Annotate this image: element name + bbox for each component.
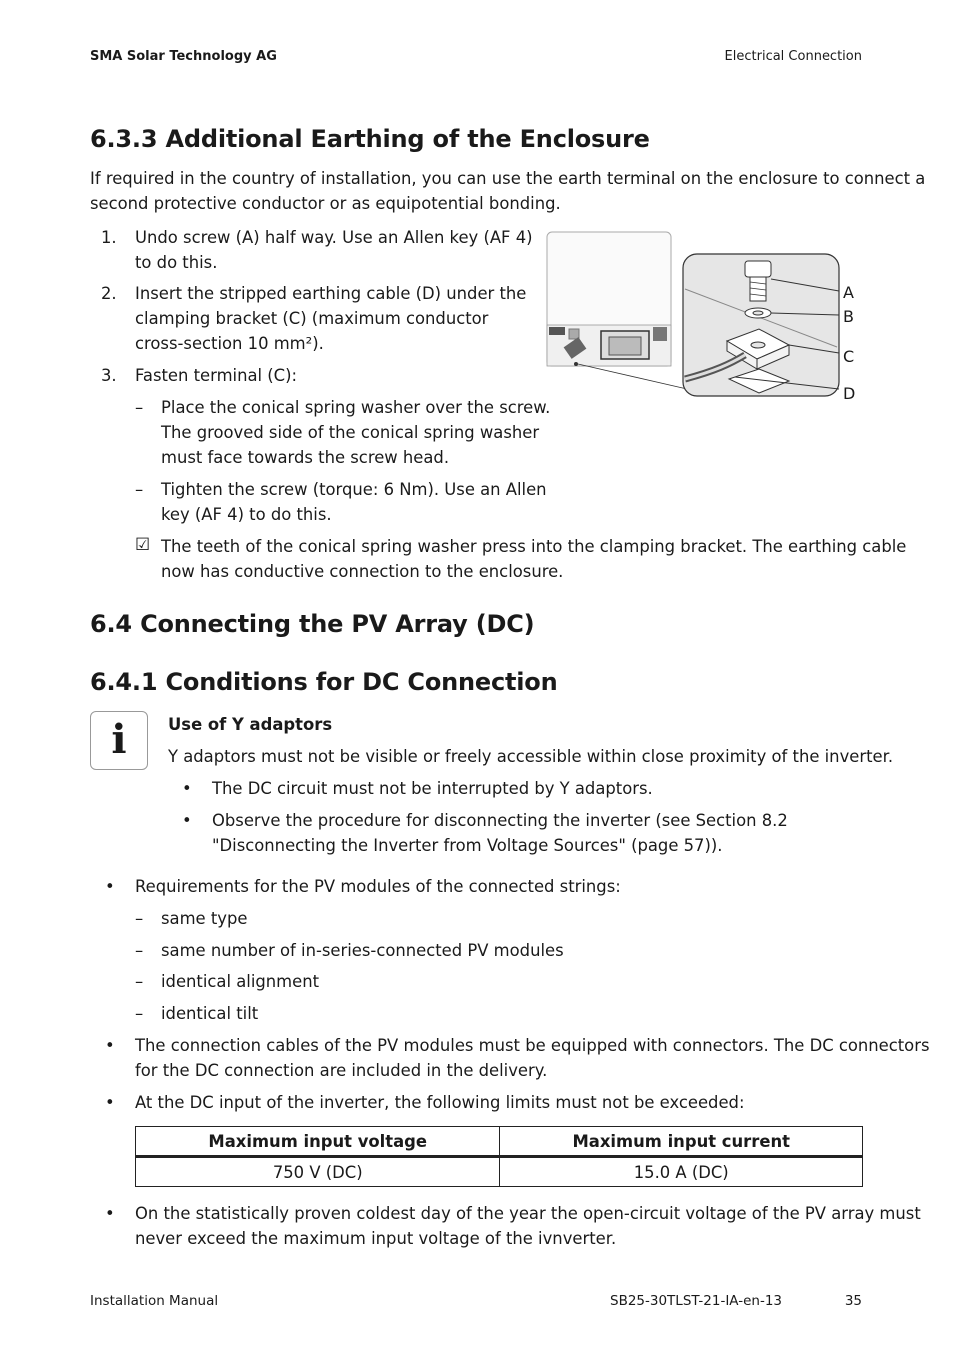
connectors-bullet-mark: • <box>105 1036 115 1055</box>
result-line-2: now has conductive connection to the enclosure. <box>161 562 564 581</box>
info-title: Use of Y adaptors <box>168 715 333 734</box>
step-3-number: 3. <box>101 366 117 385</box>
earth-terminal-illustration <box>545 229 845 401</box>
step-1-line-2: to do this. <box>135 253 218 272</box>
req-item-1-mark: – <box>135 909 144 928</box>
coldest-line-2: never exceed the maximum input voltage of the ivnverter. <box>135 1229 617 1248</box>
limits-intro: At the DC input of the inverter, the following limits must not be exceeded: <box>135 1093 745 1112</box>
figure-label-b: B <box>843 307 854 326</box>
info-bullet-2-line-1: Observe the procedure for disconnecting the inverter (see Section 8.2 <box>212 811 788 830</box>
limits-bullet-mark: • <box>105 1093 115 1112</box>
coldest-line-1: On the statistically proven coldest day of the year the open-circuit voltage of the PV array must <box>135 1204 921 1223</box>
coldest-bullet-mark: • <box>105 1204 115 1223</box>
result-line-1: The teeth of the conical spring washer press into the clamping bracket. The earthing cable <box>161 537 907 556</box>
section-title-6-4: 6.4 Connecting the PV Array (DC) <box>90 610 535 638</box>
result-checkmark-icon: ☑ <box>135 535 151 555</box>
table-header-current: Maximum input current <box>500 1127 863 1157</box>
table-header-row <box>136 1127 863 1157</box>
header-company: SMA Solar Technology AG <box>90 49 277 64</box>
figure-label-d: D <box>843 384 856 403</box>
substep-2-mark: – <box>135 480 144 499</box>
substep-1-mark: – <box>135 398 144 417</box>
info-bullet-2-mark: • <box>182 811 192 830</box>
step-1-number: 1. <box>101 228 117 247</box>
step-3-line-1: Fasten terminal (C): <box>135 366 298 385</box>
footer-manual: Installation Manual <box>90 1293 219 1309</box>
req-intro: Requirements for the PV modules of the connected strings: <box>135 877 621 896</box>
req-item-1: same type <box>161 909 248 928</box>
substep-1-line-1: Place the conical spring washer over the screw. <box>161 398 551 417</box>
section-title-6-4-1: 6.4.1 Conditions for DC Connection <box>90 668 558 696</box>
substep-1-line-3: must face towards the screw head. <box>161 448 450 467</box>
req-item-4-mark: – <box>135 1004 144 1023</box>
figure-label-a: A <box>843 283 854 302</box>
table-header-voltage: Maximum input voltage <box>136 1127 500 1157</box>
table-row <box>136 1157 863 1187</box>
step-2-line-2: clamping bracket (C) (maximum conductor <box>135 309 489 328</box>
figure-label-c: C <box>843 347 855 366</box>
info-text: Y adaptors must not be visible or freely accessible within close proximity of the inverter. <box>168 747 894 766</box>
section-title-6-3-3: 6.3.3 Additional Earthing of the Enclosure <box>90 125 650 153</box>
intro-line-2: second protective conductor or as equipotential bonding. <box>90 194 561 213</box>
dc-limits-table <box>135 1126 863 1187</box>
info-bullet-1-mark: • <box>182 779 192 798</box>
footer-page-number: 35 <box>844 1293 862 1309</box>
header-chapter: Electrical Connection <box>724 49 862 64</box>
substep-2-line-1: Tighten the screw (torque: 6 Nm). Use an Allen <box>161 480 547 499</box>
table-cell-current: 15.0 A (DC) <box>500 1157 863 1187</box>
step-1-line-1: Undo screw (A) half way. Use an Allen key (AF 4) <box>135 228 533 247</box>
footer-doc-id: SB25-30TLST-21-IA-en-13 <box>610 1293 783 1309</box>
info-icon: i <box>90 711 148 770</box>
table-cell-voltage: 750 V (DC) <box>136 1157 500 1187</box>
req-item-2: same number of in-series-connected PV modules <box>161 941 564 960</box>
connectors-line-2: for the DC connection are included in the delivery. <box>135 1061 548 1080</box>
info-bullet-2-line-2: "Disconnecting the Inverter from Voltage Sources" (page 57)). <box>212 836 723 855</box>
req-item-3: identical alignment <box>161 972 320 991</box>
step-2-number: 2. <box>101 284 117 303</box>
req-bullet-mark: • <box>105 877 115 896</box>
connectors-line-1: The connection cables of the PV modules must be equipped with connectors. The DC connectors <box>135 1036 930 1055</box>
req-item-2-mark: – <box>135 941 144 960</box>
req-item-3-mark: – <box>135 972 144 991</box>
substep-1-line-2: The grooved side of the conical spring washer <box>161 423 540 442</box>
step-2-line-1: Insert the stripped earthing cable (D) under the <box>135 284 527 303</box>
intro-line-1: If required in the country of installation, you can use the earth terminal on the enclosure to connect a <box>90 169 926 188</box>
req-item-4: identical tilt <box>161 1004 259 1023</box>
substep-2-line-2: key (AF 4) to do this. <box>161 505 332 524</box>
info-bullet-1-text: The DC circuit must not be interrupted by Y adaptors. <box>212 779 653 798</box>
step-2-line-3: cross-section 10 mm²). <box>135 334 324 353</box>
